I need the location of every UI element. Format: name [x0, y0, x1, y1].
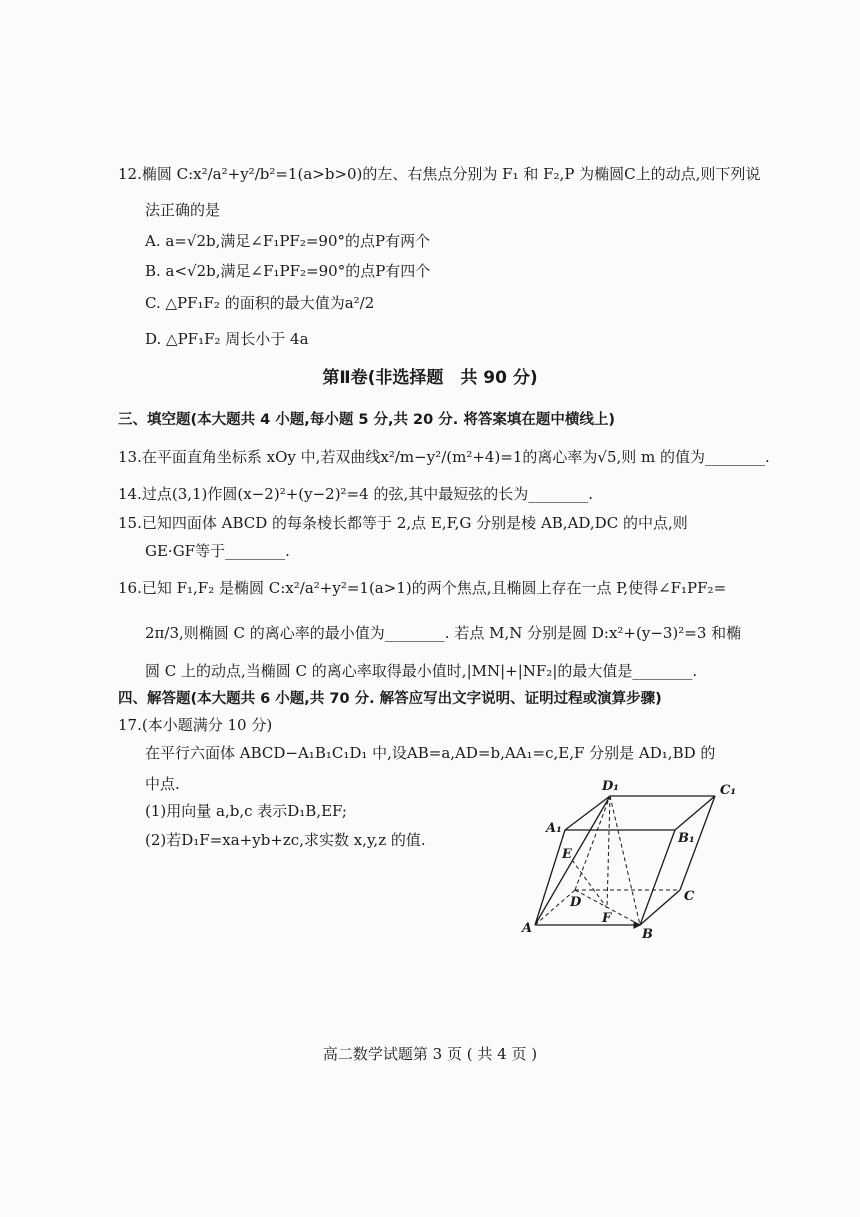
question-17-line1: 在平行六面体 ABCD−A₁B₁C₁D₁ 中,设AB=a,AD=b,AA₁=c,E,F 分别是 AD₁,BD 的 [145, 744, 716, 762]
question-13: 13.在平面直角坐标系 xOy 中,若双曲线x²/m−y²/(m²+4)=1的离心率为√5,则 m 的值为________. [118, 448, 770, 466]
segment-d1-f [607, 796, 610, 908]
label-d1: D₁ [602, 779, 619, 794]
q12-option-c: C. △PF₁F₂ 的面积的最大值为a²/2 [145, 294, 375, 312]
label-c1: C₁ [720, 783, 737, 798]
label-d: D [570, 895, 582, 910]
question-16-line2: 2π/3,则椭圆 C 的离心率的最小值为________. 若点 M,N 分别是圆 D:x²+(y−3)²=3 和椭 [145, 624, 742, 642]
question-17-line2: 中点. [145, 775, 180, 793]
edge-d1-a1 [565, 796, 610, 830]
label-b1: B₁ [678, 831, 695, 846]
q12-stem-line2: 法正确的是 [145, 201, 221, 219]
section4-heading: 四、解答题(本大题共 6 小题,共 70 分. 解答应写出文字说明、证明过程或演算步骤) [118, 691, 662, 707]
question-15-line1: 15.已知四面体 ABCD 的每条棱长都等于 2,点 E,F,G 分别是棱 AB,AD,DC 的中点,则 [118, 514, 688, 532]
edge-d-d1-hidden [575, 796, 610, 890]
label-a: A [522, 921, 533, 936]
edge-a1-a [535, 830, 565, 925]
question-14: 14.过点(3,1)作圆(x−2)²+(y−2)²=4 的弦,其中最短弦的长为________. [118, 485, 593, 503]
segment-d1-b [610, 796, 640, 925]
q12-option-b: B. a<√2b,满足∠F₁PF₂=90°的点P有四个 [145, 262, 431, 280]
part2-title: 第Ⅱ卷(非选择题 共 90 分) [322, 368, 538, 388]
section3-heading: 三、填空题(本大题共 4 小题,每小题 5 分,共 20 分. 将答案填在题中横线上) [118, 412, 615, 428]
question-17-title: 17.(本小题满分 10 分) [118, 716, 273, 734]
question-17-part1: (1)用向量 a,b,c 表示D₁B,EF; [145, 802, 347, 820]
page-footer: 高二数学试题第 3 页 ( 共 4 页 ) [322, 1045, 538, 1063]
q12-stem-line1: 12.椭圆 C:x²/a²+y²/b²=1(a>b>0)的左、右焦点分别为 F₁ 和 F₂,P 为椭圆C上的动点,则下列说 [118, 165, 761, 183]
label-c: C [684, 889, 695, 904]
question-16-line1: 16.已知 F₁,F₂ 是椭圆 C:x²/a²+y²=1(a>1)的两个焦点,且椭圆上存在一点 P,使得∠F₁PF₂= [118, 579, 727, 597]
question-16-line3: 圆 C 上的动点,当椭圆 C 的离心率取得最小值时,|MN|+|NF₂|的最大值是________. [145, 662, 698, 680]
label-f: F [602, 911, 612, 926]
parallelepiped-figure [510, 770, 750, 950]
q12-option-d: D. △PF₁F₂ 周长小于 4a [145, 330, 309, 348]
question-15-line2: GE·GF等于________. [145, 542, 290, 560]
label-a1: A₁ [546, 821, 562, 836]
edge-b1-b [640, 830, 675, 925]
label-e: E [562, 847, 572, 862]
question-17-part2: (2)若D₁F=xa+yb+zc,求实数 x,y,z 的值. [145, 831, 426, 849]
label-b: B [642, 927, 653, 942]
q12-option-a: A. a=√2b,满足∠F₁PF₂=90°的点P有两个 [145, 232, 431, 250]
